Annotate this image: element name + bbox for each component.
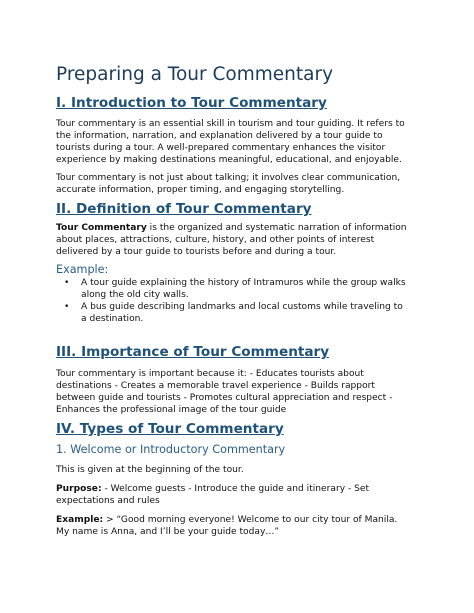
introduction-paragraph-2 bbox=[56, 172, 418, 196]
purpose-paragraph bbox=[56, 483, 418, 507]
text-line: Tour commentary is not just about talking; it involves clear communication, bbox=[56, 173, 401, 183]
introduction-paragraph-1 bbox=[56, 118, 418, 166]
text-line: My name is Anna, and I’ll be your guide today…” bbox=[56, 527, 280, 537]
text-line: destinations - Creates a memorable travel experience - Builds rapport bbox=[56, 381, 375, 391]
text-line bbox=[56, 222, 418, 234]
example-label: Example: bbox=[56, 515, 104, 525]
example-list bbox=[56, 277, 418, 325]
text-line: Enhances the professional image of the tour guide bbox=[56, 405, 287, 415]
list-item bbox=[56, 277, 418, 301]
text-line bbox=[56, 514, 418, 526]
text-line: the information, narration, and explanation delivered by a tour guide to bbox=[56, 131, 383, 141]
subheading-welcome-commentary: 1. Welcome or Introductory Commentary bbox=[56, 443, 286, 456]
text-line bbox=[56, 483, 418, 495]
section-heading-types: IV. Types of Tour Commentary bbox=[56, 421, 284, 437]
text-fragment: > “Good morning everyone! Welcome to our city tour of Manila. bbox=[103, 515, 398, 525]
text-line: delivered by a tour guide to tourists before and during a tour. bbox=[56, 247, 337, 257]
text-fragment: is the organized and systematic narration of information bbox=[146, 223, 407, 233]
text-fragment: - Welcome guests - Introduce the guide and itinerary - Set bbox=[101, 484, 370, 494]
document-page bbox=[56, 64, 418, 538]
example-paragraph bbox=[56, 514, 418, 538]
text-line: experience by making destinations meaningful, educational, and enjoyable. bbox=[56, 155, 402, 165]
text-line: between guide and tourists - Promotes cultural appreciation and respect - bbox=[56, 393, 393, 403]
bullet-icon: • bbox=[64, 302, 70, 312]
list-item bbox=[56, 301, 418, 325]
section-heading-introduction: I. Introduction to Tour Commentary bbox=[56, 95, 327, 111]
importance-paragraph bbox=[56, 368, 418, 416]
text-line: along the old city walls. bbox=[81, 290, 189, 300]
text-line: A tour guide explaining the history of Intramuros while the group walks bbox=[81, 278, 406, 288]
example-heading: Example: bbox=[56, 263, 109, 276]
types-paragraph: This is given at the beginning of the tour. bbox=[56, 465, 244, 475]
bullet-icon: • bbox=[64, 278, 70, 288]
text-line: Tour commentary is an essential skill in tourism and tour guiding. It refers to bbox=[56, 119, 405, 129]
text-line: A bus guide describing landmarks and local customs while traveling to bbox=[81, 302, 403, 312]
text-line: expectations and rules bbox=[56, 496, 160, 506]
section-heading-definition: II. Definition of Tour Commentary bbox=[56, 201, 312, 217]
purpose-label: Purpose: bbox=[56, 484, 102, 494]
section-heading-importance: III. Importance of Tour Commentary bbox=[56, 344, 330, 360]
term-tour-commentary: Tour Commentary bbox=[56, 223, 147, 233]
text-line: Tour commentary is important because it: - Educates tourists about bbox=[56, 369, 364, 379]
text-line: a destination. bbox=[81, 314, 144, 324]
document-title: Preparing a Tour Commentary bbox=[56, 64, 334, 85]
text-line: about places, attractions, culture, history, and other points of interest bbox=[56, 235, 375, 245]
text-line: tourists during a tour. A well-prepared commentary enhances the visitor bbox=[56, 143, 386, 153]
definition-paragraph bbox=[56, 222, 418, 258]
text-line: accurate information, proper timing, and engaging storytelling. bbox=[56, 185, 345, 195]
